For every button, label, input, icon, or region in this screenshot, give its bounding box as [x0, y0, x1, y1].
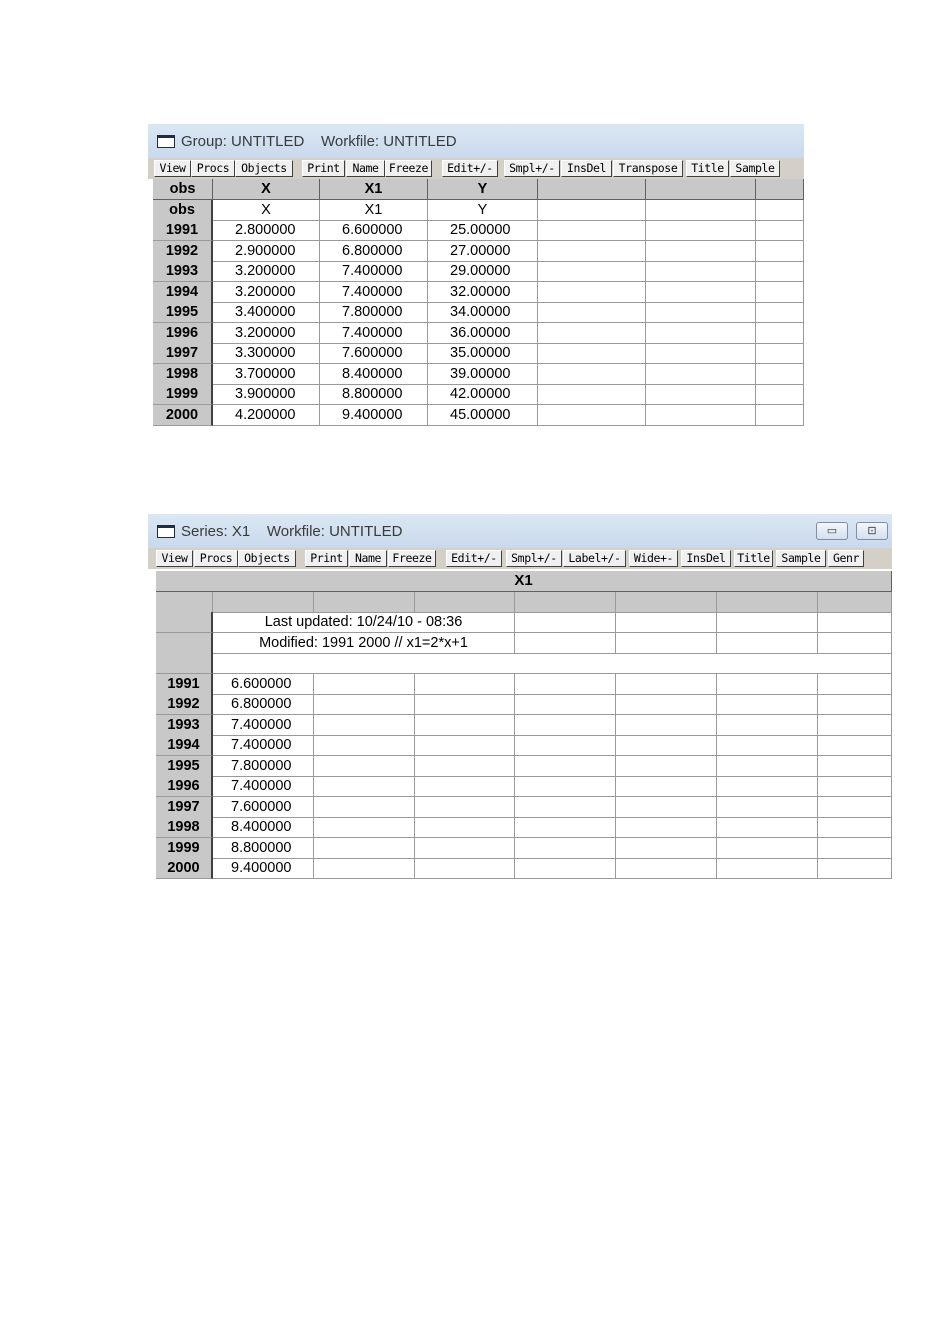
window-icon	[157, 135, 175, 148]
row-label: 1991	[156, 674, 213, 695]
obs-label: obs	[153, 200, 213, 221]
data-cell[interactable]	[756, 282, 804, 303]
data-cell[interactable]	[646, 405, 756, 426]
data-cell[interactable]	[515, 776, 616, 797]
toolbar-button-label[interactable]: Label+/-	[563, 550, 626, 567]
data-cell[interactable]: 25.00000	[428, 220, 538, 241]
toolbar-button-print[interactable]: Print	[305, 550, 348, 567]
data-cell[interactable]	[515, 838, 616, 859]
data-cell[interactable]	[756, 241, 804, 262]
data-cell[interactable]: 42.00000	[428, 384, 538, 405]
row-label: 2000	[153, 405, 213, 426]
row-label: 1994	[153, 282, 213, 303]
data-cell[interactable]	[646, 384, 756, 405]
data-cell[interactable]	[314, 858, 415, 879]
modified-label: Modified: 1991 2000 // x1=2*x+1	[213, 633, 515, 654]
toolbar-button-edit[interactable]: Edit+/-	[442, 160, 498, 177]
row-label: 1997	[153, 343, 213, 364]
row-label: 1996	[156, 776, 213, 797]
toolbar-button-procs[interactable]: Procs	[191, 160, 235, 177]
column-header[interactable]	[515, 592, 616, 613]
column-header[interactable]	[213, 592, 314, 613]
row-label: 1991	[153, 220, 213, 241]
data-cell[interactable]	[756, 384, 804, 405]
series-window-title: Series: X1 Workfile: UNTITLED	[181, 522, 403, 540]
row-label	[156, 612, 213, 633]
data-cell[interactable]	[756, 364, 804, 385]
data-cell[interactable]	[314, 674, 415, 695]
data-cell[interactable]: 3.200000	[213, 261, 320, 282]
data-cell[interactable]	[314, 838, 415, 859]
data-cell[interactable]	[538, 343, 646, 364]
data-cell[interactable]	[515, 817, 616, 838]
data-cell[interactable]	[717, 776, 818, 797]
data-cell[interactable]	[717, 715, 818, 736]
data-cell[interactable]	[646, 241, 756, 262]
data-cell[interactable]	[616, 817, 717, 838]
data-cell[interactable]	[415, 797, 515, 818]
data-cell[interactable]	[515, 858, 616, 879]
series-name-x1[interactable]: X1	[320, 200, 428, 221]
data-cell[interactable]	[818, 858, 892, 879]
data-cell[interactable]: 39.00000	[428, 364, 538, 385]
series-spreadsheet	[148, 569, 892, 887]
series-name-header[interactable]: X1	[156, 571, 892, 592]
data-cell[interactable]	[717, 817, 818, 838]
data-cell[interactable]	[415, 756, 515, 777]
row-label	[156, 633, 213, 654]
restore-button[interactable]: ⊡	[856, 522, 888, 540]
empty-cell[interactable]	[717, 633, 818, 654]
data-cell[interactable]: 7.400000	[213, 735, 314, 756]
column-header[interactable]	[156, 592, 213, 613]
data-cell[interactable]: 3.200000	[213, 282, 320, 303]
row-label: 2000	[156, 858, 213, 879]
data-cell[interactable]: 7.400000	[213, 715, 314, 736]
row-label: 1999	[153, 384, 213, 405]
series-name-blank[interactable]	[538, 200, 646, 221]
row-label: 1992	[156, 694, 213, 715]
blank-row-cell[interactable]	[213, 653, 892, 674]
data-cell[interactable]	[314, 797, 415, 818]
row-label: 1995	[156, 756, 213, 777]
row-label: 1992	[153, 241, 213, 262]
toolbar-button-transpose[interactable]: Transpose	[613, 160, 683, 177]
data-cell[interactable]	[616, 674, 717, 695]
data-cell[interactable]	[538, 282, 646, 303]
data-cell[interactable]	[515, 694, 616, 715]
data-cell[interactable]	[646, 302, 756, 323]
toolbar-button-smpl[interactable]: Smpl+/-	[504, 160, 560, 177]
data-cell[interactable]	[646, 343, 756, 364]
data-cell[interactable]	[314, 694, 415, 715]
data-cell[interactable]: 7.400000	[320, 323, 428, 344]
data-cell[interactable]	[415, 735, 515, 756]
empty-cell[interactable]	[818, 633, 892, 654]
data-cell[interactable]	[415, 776, 515, 797]
toolbar-button-name[interactable]: Name	[346, 160, 385, 177]
data-cell[interactable]	[515, 715, 616, 736]
toolbar-button-objects[interactable]: Objects	[238, 550, 296, 567]
data-cell[interactable]	[646, 220, 756, 241]
row-label: 1994	[156, 735, 213, 756]
toolbar-button-objects[interactable]: Objects	[235, 160, 293, 177]
data-cell[interactable]	[756, 343, 804, 364]
toolbar-button-sample[interactable]: Sample	[776, 550, 826, 567]
column-header[interactable]	[616, 592, 717, 613]
row-label: 1993	[156, 715, 213, 736]
row-label	[156, 653, 213, 674]
data-cell[interactable]	[538, 364, 646, 385]
toolbar-button-smpl[interactable]: Smpl+/-	[506, 550, 562, 567]
data-cell[interactable]: 7.400000	[320, 261, 428, 282]
data-cell[interactable]: 8.400000	[320, 364, 428, 385]
row-label: 1995	[153, 302, 213, 323]
data-cell[interactable]	[538, 405, 646, 426]
series-name-blank[interactable]	[756, 200, 804, 221]
data-cell[interactable]	[717, 797, 818, 818]
data-cell[interactable]	[314, 735, 415, 756]
row-label: 1999	[156, 838, 213, 859]
data-cell[interactable]	[314, 776, 415, 797]
data-cell[interactable]	[818, 735, 892, 756]
data-cell[interactable]	[818, 674, 892, 695]
row-label: 1998	[156, 817, 213, 838]
data-cell[interactable]	[515, 674, 616, 695]
data-cell[interactable]: 3.700000	[213, 364, 320, 385]
empty-cell[interactable]	[515, 612, 616, 633]
data-cell[interactable]: 9.400000	[320, 405, 428, 426]
data-cell[interactable]: 6.600000	[320, 220, 428, 241]
data-cell[interactable]: 7.800000	[213, 756, 314, 777]
data-cell[interactable]	[616, 694, 717, 715]
data-cell[interactable]	[415, 858, 515, 879]
data-cell[interactable]: 7.600000	[213, 797, 314, 818]
empty-cell[interactable]	[515, 633, 616, 654]
data-cell[interactable]	[515, 756, 616, 777]
toolbar-button-view[interactable]: View	[154, 160, 191, 177]
data-cell[interactable]	[415, 674, 515, 695]
data-cell[interactable]	[415, 817, 515, 838]
data-cell[interactable]	[616, 756, 717, 777]
data-cell[interactable]	[616, 838, 717, 859]
last-updated-label: Last updated: 10/24/10 - 08:36	[213, 612, 515, 633]
column-header-x1[interactable]: X1	[320, 179, 428, 200]
data-cell[interactable]: 4.200000	[213, 405, 320, 426]
row-label: 1998	[153, 364, 213, 385]
series-toolbar	[148, 548, 892, 569]
data-cell[interactable]: 6.800000	[320, 241, 428, 262]
data-cell[interactable]: 35.00000	[428, 343, 538, 364]
data-cell[interactable]	[616, 735, 717, 756]
data-cell[interactable]	[756, 302, 804, 323]
data-cell[interactable]: 3.300000	[213, 343, 320, 364]
column-header-x[interactable]: X	[213, 179, 320, 200]
data-cell[interactable]: 3.900000	[213, 384, 320, 405]
data-cell[interactable]	[538, 220, 646, 241]
series-window	[148, 514, 892, 887]
data-cell[interactable]: 45.00000	[428, 405, 538, 426]
data-cell[interactable]: 32.00000	[428, 282, 538, 303]
toolbar-button-insdel[interactable]: InsDel	[681, 550, 731, 567]
data-cell[interactable]: 3.400000	[213, 302, 320, 323]
toolbar-button-procs[interactable]: Procs	[194, 550, 238, 567]
column-header[interactable]	[717, 592, 818, 613]
data-cell[interactable]: 2.900000	[213, 241, 320, 262]
data-cell[interactable]	[756, 405, 804, 426]
group-spreadsheet	[148, 179, 804, 429]
data-cell[interactable]	[538, 323, 646, 344]
toolbar-button-view[interactable]: View	[156, 550, 193, 567]
toolbar-button-title[interactable]: Title	[734, 550, 773, 567]
window-icon	[157, 525, 175, 538]
toolbar-button-name[interactable]: Name	[349, 550, 387, 567]
data-cell[interactable]: 7.600000	[320, 343, 428, 364]
group-window-title: Group: UNTITLED Workfile: UNTITLED	[181, 132, 457, 150]
data-cell[interactable]: 8.800000	[320, 384, 428, 405]
data-cell[interactable]	[818, 817, 892, 838]
toolbar-button-wide[interactable]: Wide+-	[629, 550, 678, 567]
data-cell[interactable]	[756, 220, 804, 241]
data-cell[interactable]	[616, 858, 717, 879]
data-cell[interactable]	[515, 735, 616, 756]
data-cell[interactable]: 2.800000	[213, 220, 320, 241]
data-cell[interactable]	[717, 756, 818, 777]
data-cell[interactable]	[717, 735, 818, 756]
data-cell[interactable]	[616, 776, 717, 797]
data-cell[interactable]: 29.00000	[428, 261, 538, 282]
toolbar-button-title[interactable]: Title	[686, 160, 729, 177]
empty-cell[interactable]	[717, 612, 818, 633]
data-cell[interactable]	[717, 674, 818, 695]
data-cell[interactable]	[314, 715, 415, 736]
group-toolbar	[148, 158, 804, 179]
data-cell[interactable]: 6.600000	[213, 674, 314, 695]
empty-cell[interactable]	[616, 612, 717, 633]
data-cell[interactable]	[415, 715, 515, 736]
column-header-y[interactable]: Y	[428, 179, 538, 200]
data-cell[interactable]	[616, 715, 717, 736]
data-cell[interactable]	[415, 838, 515, 859]
data-cell[interactable]	[515, 797, 616, 818]
data-cell[interactable]: 8.400000	[213, 817, 314, 838]
data-cell[interactable]	[314, 756, 415, 777]
toolbar-button-sample[interactable]: Sample	[730, 160, 780, 177]
data-cell[interactable]	[717, 694, 818, 715]
series-name-blank[interactable]	[646, 200, 756, 221]
data-cell[interactable]	[646, 323, 756, 344]
series-name-x[interactable]: X	[213, 200, 320, 221]
empty-cell[interactable]	[818, 612, 892, 633]
data-cell[interactable]	[538, 261, 646, 282]
data-cell[interactable]	[646, 282, 756, 303]
data-cell[interactable]	[538, 384, 646, 405]
column-header-blank[interactable]	[756, 179, 804, 200]
data-cell[interactable]	[646, 261, 756, 282]
data-cell[interactable]: 6.800000	[213, 694, 314, 715]
data-cell[interactable]: 34.00000	[428, 302, 538, 323]
series-name-y[interactable]: Y	[428, 200, 538, 221]
data-cell[interactable]	[818, 776, 892, 797]
toolbar-button-freeze[interactable]: Freeze	[385, 160, 432, 177]
data-cell[interactable]: 7.800000	[320, 302, 428, 323]
data-cell[interactable]: 36.00000	[428, 323, 538, 344]
data-cell[interactable]	[818, 756, 892, 777]
data-cell[interactable]: 9.400000	[213, 858, 314, 879]
obs-header[interactable]: obs	[153, 179, 213, 200]
data-cell[interactable]	[616, 797, 717, 818]
data-cell[interactable]: 8.800000	[213, 838, 314, 859]
data-cell[interactable]	[538, 241, 646, 262]
column-header[interactable]	[314, 592, 415, 613]
toolbar-button-freeze[interactable]: Freeze	[388, 550, 436, 567]
group-titlebar[interactable]	[148, 124, 804, 158]
data-cell[interactable]	[538, 302, 646, 323]
data-cell[interactable]	[646, 364, 756, 385]
toolbar-button-print[interactable]: Print	[302, 160, 345, 177]
data-cell[interactable]: 3.200000	[213, 323, 320, 344]
data-cell[interactable]: 7.400000	[213, 776, 314, 797]
data-cell[interactable]: 7.400000	[320, 282, 428, 303]
data-cell[interactable]	[818, 715, 892, 736]
empty-cell[interactable]	[616, 633, 717, 654]
row-label: 1993	[153, 261, 213, 282]
data-cell[interactable]: 27.00000	[428, 241, 538, 262]
row-label: 1996	[153, 323, 213, 344]
data-cell[interactable]	[717, 858, 818, 879]
row-label: 1997	[156, 797, 213, 818]
data-cell[interactable]	[756, 323, 804, 344]
toolbar-button-insdel[interactable]: InsDel	[561, 160, 612, 177]
column-header-blank[interactable]	[538, 179, 646, 200]
data-cell[interactable]	[314, 817, 415, 838]
series-titlebar[interactable]	[148, 514, 892, 548]
data-cell[interactable]	[415, 694, 515, 715]
toolbar-button-edit[interactable]: Edit+/-	[446, 550, 502, 567]
data-cell[interactable]	[717, 838, 818, 859]
data-cell[interactable]	[756, 261, 804, 282]
toolbar-button-genr[interactable]: Genr	[828, 550, 864, 567]
data-cell[interactable]	[818, 838, 892, 859]
data-cell[interactable]	[818, 797, 892, 818]
column-header[interactable]	[818, 592, 892, 613]
minimize-button[interactable]: ▭	[816, 522, 848, 540]
data-cell[interactable]	[818, 694, 892, 715]
group-window	[148, 124, 804, 429]
column-header-blank[interactable]	[646, 179, 756, 200]
column-header[interactable]	[415, 592, 515, 613]
